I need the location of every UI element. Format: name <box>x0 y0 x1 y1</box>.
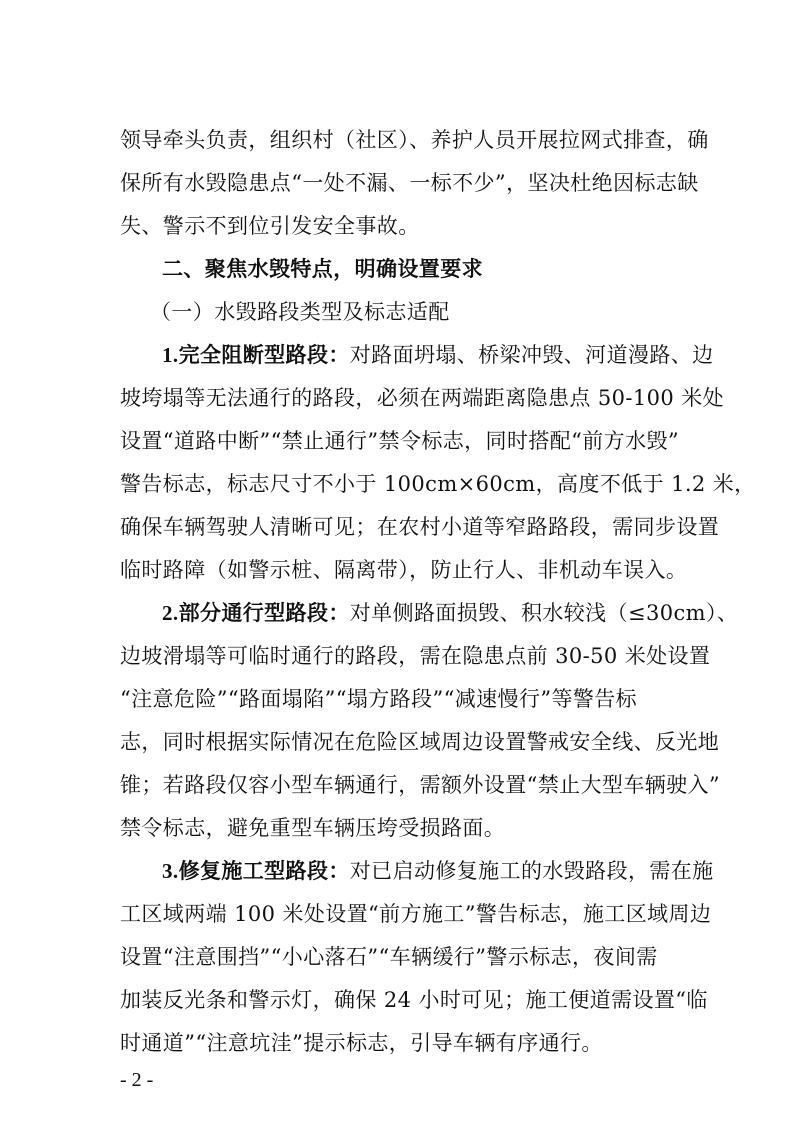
item-3-first-line <box>0 856 793 886</box>
subsection-heading: （一）水毁路段类型及标志适配 <box>150 300 450 324</box>
item-1-text: 对路面坍塌、桥梁冲毁、河道漫路、边 <box>349 343 714 367</box>
item-2-text: 对单侧路面损毁、积水较浅（≤30cm）、 <box>349 601 739 625</box>
section-heading: 二、聚焦水毁特点，明确设置要求 <box>162 256 483 281</box>
page-number: - 2 - <box>120 1069 154 1091</box>
item-3-number: 3. <box>162 859 179 883</box>
paragraph-line: 工区域两端 100 米处设置“前方施工”警告标志，施工区域周边 <box>120 902 712 926</box>
paragraph-line: 领导牵头负责，组织村（社区）、养护人员开展拉网式排查，确 <box>120 128 709 152</box>
paragraph-line: 确保车辆驾驶人清晰可见；在农村小道等窄路路段，需同步设置 <box>120 515 720 539</box>
paragraph-line: 时通道”“注意坑洼”提示标志，引导车辆有序通行。 <box>120 1031 603 1055</box>
paragraph-line: 警告标志，标志尺寸不小于 100cm×60cm，高度不低于 1.2 米， <box>120 472 756 496</box>
paragraph-line: 坡垮塌等无法通行的路段，必须在两端距离隐患点 50-100 米处 <box>120 386 725 410</box>
paragraph-line: 锥；若路段仅容小型车辆通行，需额外设置“禁止大型车辆驶入” <box>120 773 721 797</box>
paragraph-line: 设置“注意围挡”“小心落石”“车辆缓行”警示标志，夜间需 <box>120 945 658 969</box>
paragraph-line: 设置“道路中断”“禁止通行”禁令标志，同时搭配“前方水毁” <box>120 429 680 453</box>
paragraph-line: 边坡滑塌等可临时通行的路段，需在隐患点前 30-50 米处设置 <box>120 644 711 668</box>
item-2-title: 部分通行型路段： <box>178 600 350 625</box>
item-3-title: 修复施工型路段： <box>178 858 350 883</box>
paragraph-line: “注意危险”“路面塌陷”“塌方路段”“减速慢行”等警告标 <box>120 687 638 711</box>
paragraph-line: 保所有水毁隐患点“一处不漏、一标不少”，坚决杜绝因标志缺 <box>120 171 699 195</box>
paragraph-line: 志，同时根据实际情况在危险区域周边设置警戒安全线、反光地 <box>120 730 720 754</box>
item-1-title: 完全阻断型路段： <box>178 342 350 367</box>
paragraph-line: 加装反光条和警示灯，确保 24 小时可见；施工便道需设置“临 <box>120 988 708 1012</box>
paragraph-line: 禁令标志，避免重型车辆压垮受损路面。 <box>120 816 506 840</box>
paragraph-line: 临时路障（如警示桩、隔离带），防止行人、非机动车误入。 <box>120 558 688 582</box>
item-2-first-line <box>0 598 793 628</box>
item-2-number: 2. <box>162 601 179 625</box>
item-1-number: 1. <box>162 343 179 367</box>
item-1-first-line <box>0 340 793 370</box>
item-3-text: 对已启动修复施工的水毁路段，需在施 <box>349 859 714 883</box>
paragraph-line: 失、警示不到位引发安全事故。 <box>120 214 420 238</box>
